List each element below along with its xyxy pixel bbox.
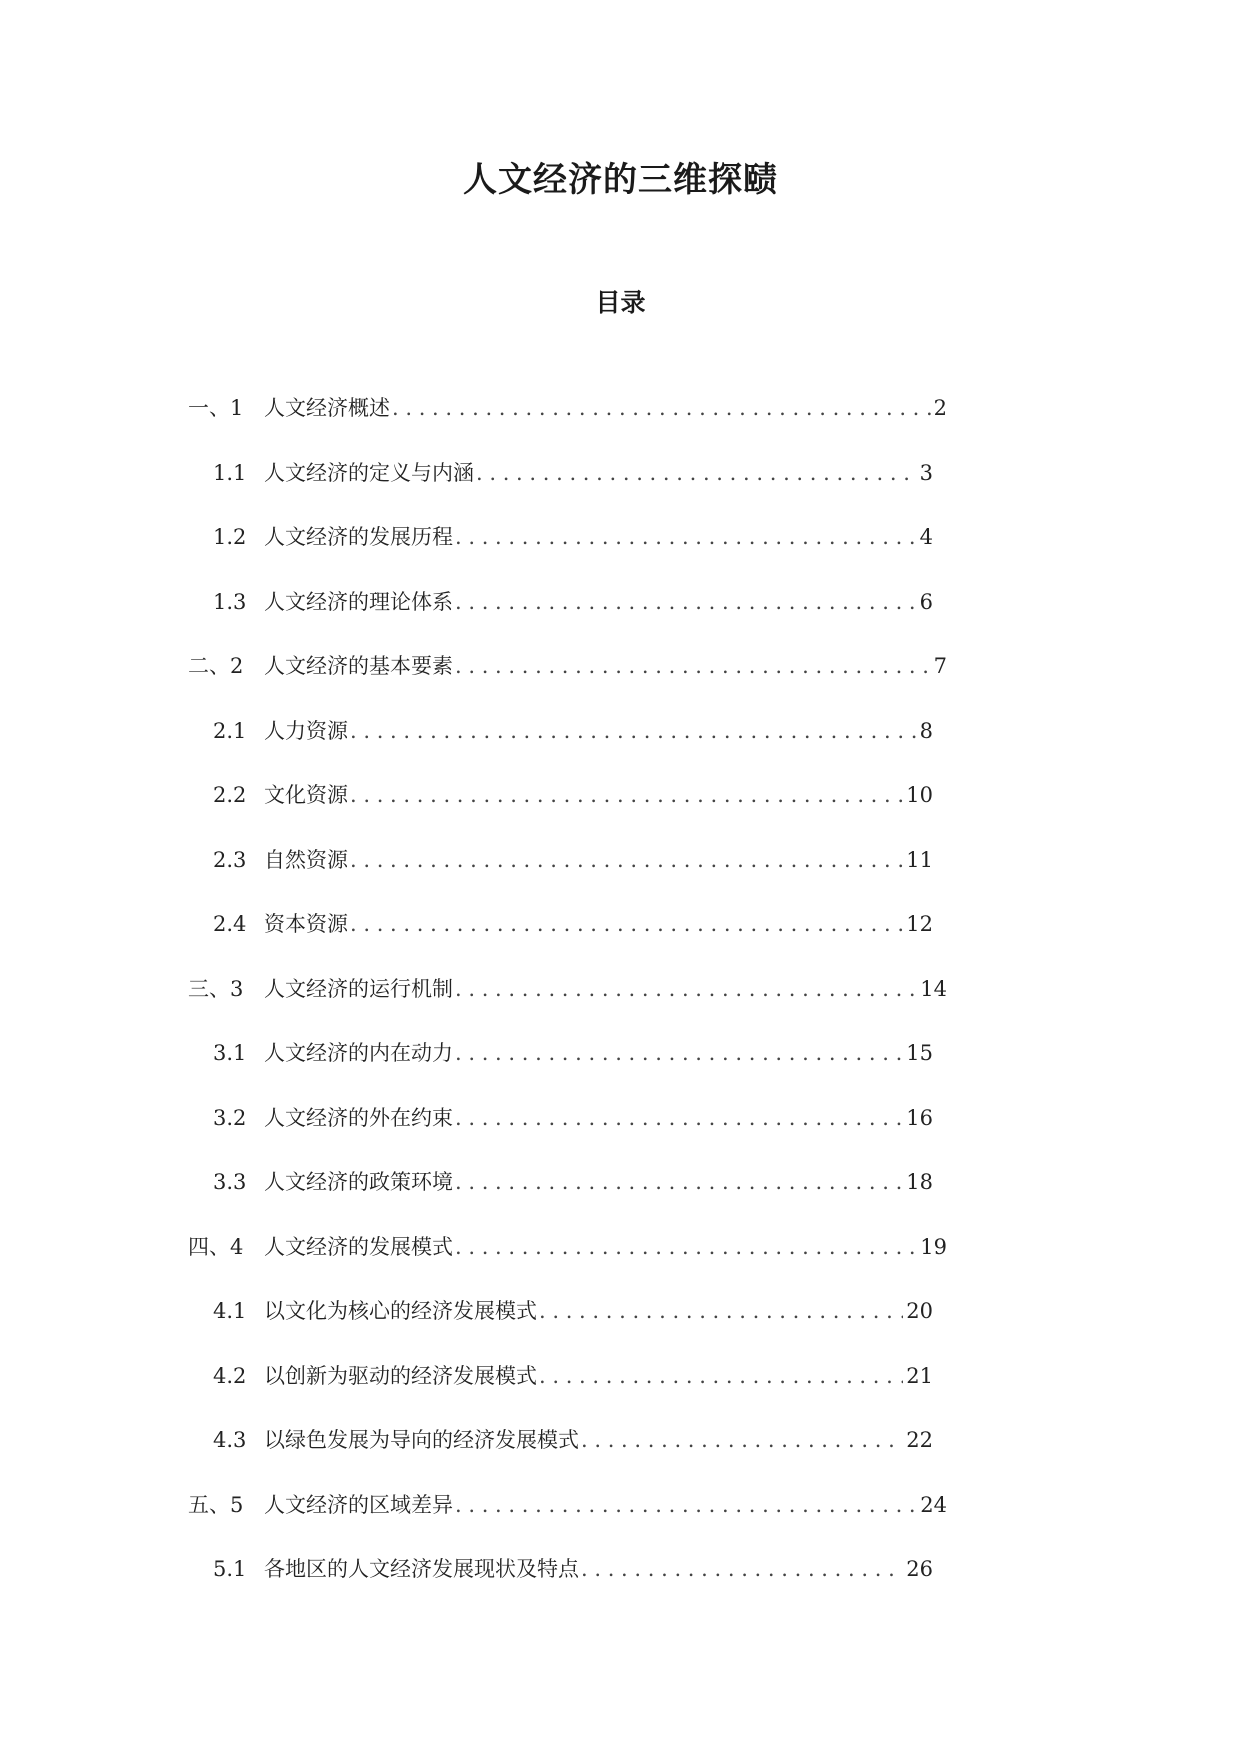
toc-entry-number: 2.1: [213, 719, 247, 743]
toc-entry-title: 人力资源: [264, 719, 348, 743]
dot-leader: [455, 974, 917, 1004]
dot-leader: [350, 909, 903, 939]
toc-entry-number: 3.1: [213, 1041, 247, 1065]
toc-entry-title: 以创新为驱动的经济发展模式: [264, 1364, 537, 1388]
toc-entry-number: 3.3: [213, 1170, 247, 1194]
dot-leader: [455, 587, 917, 617]
toc-entry-page: 20: [906, 1299, 933, 1323]
dot-leader: [539, 1296, 903, 1326]
toc-entry-page: 10: [906, 783, 933, 807]
toc-entry[interactable]: [188, 393, 947, 423]
toc-heading: 目录: [595, 288, 646, 317]
dot-leader: [455, 1103, 903, 1133]
toc-entry[interactable]: [213, 522, 933, 552]
toc-entry[interactable]: [188, 1490, 947, 1520]
toc-entry-page: 22: [906, 1428, 933, 1452]
toc-entry-title: 文化资源: [264, 783, 348, 807]
toc-entry-number: 5.1: [213, 1557, 247, 1581]
toc-entry-page: 15: [906, 1041, 933, 1065]
dot-leader: [350, 716, 917, 746]
toc-entry-number: 四、4: [188, 1235, 244, 1259]
toc-entry-number: 二、2: [188, 654, 244, 678]
toc-entry[interactable]: [213, 1554, 933, 1584]
toc-entry[interactable]: [213, 1038, 933, 1068]
toc-entry-page: 19: [920, 1235, 947, 1259]
dot-leader: [350, 780, 903, 810]
toc-entry-page: 7: [933, 654, 947, 678]
toc-entry-title: 人文经济的区域差异: [264, 1493, 453, 1517]
toc-entry-number: 4.1: [213, 1299, 247, 1323]
toc-entry-number: 3.2: [213, 1106, 247, 1130]
toc-entry-number: 一、1: [188, 396, 244, 420]
toc-entry-page: 8: [919, 719, 933, 743]
dot-leader: [455, 522, 917, 552]
toc-entry[interactable]: [213, 780, 933, 810]
toc-entry-page: 4: [919, 525, 933, 549]
toc-entry-page: 11: [906, 848, 933, 872]
toc-entry[interactable]: [213, 1425, 933, 1455]
toc-entry-title: 人文经济概述: [264, 396, 390, 420]
dot-leader: [455, 1038, 903, 1068]
toc-entry-title: 人文经济的外在约束: [264, 1106, 453, 1130]
toc-entry-number: 三、3: [188, 977, 244, 1001]
dot-leader: [350, 845, 903, 875]
toc-entry[interactable]: [213, 458, 933, 488]
toc-entry[interactable]: [188, 974, 947, 1004]
dot-leader: [539, 1361, 903, 1391]
dot-leader: [455, 1167, 903, 1197]
toc-entry-number: 2.3: [213, 848, 247, 872]
toc-entry-page: 24: [920, 1493, 947, 1517]
dot-leader: [455, 1490, 917, 1520]
toc-entry-title: 各地区的人文经济发展现状及特点: [264, 1557, 579, 1581]
toc-entry-page: 18: [906, 1170, 933, 1194]
toc-entry[interactable]: [188, 651, 947, 681]
dot-leader: [455, 651, 931, 681]
toc-entry-number: 1.1: [213, 461, 247, 485]
toc-entry[interactable]: [213, 1167, 933, 1197]
toc-entry-title: 自然资源: [264, 848, 348, 872]
toc-entry-title: 人文经济的定义与内涵: [264, 461, 474, 485]
toc-entry[interactable]: [213, 716, 933, 746]
dot-leader: [581, 1554, 903, 1584]
toc-entry-number: 1.3: [213, 590, 247, 614]
dot-leader: [476, 458, 917, 488]
toc-entry-number: 2.2: [213, 783, 247, 807]
toc-entry[interactable]: [213, 1361, 933, 1391]
toc-entry[interactable]: [213, 845, 933, 875]
toc-entry-title: 以绿色发展为导向的经济发展模式: [264, 1428, 579, 1452]
toc-entry[interactable]: [213, 1296, 933, 1326]
toc-entry-title: 人文经济的理论体系: [264, 590, 453, 614]
toc-entry-page: 3: [919, 461, 933, 485]
toc-entry-title: 人文经济的基本要素: [264, 654, 453, 678]
toc-entry-title: 以文化为核心的经济发展模式: [264, 1299, 537, 1323]
toc-entry-title: 资本资源: [264, 912, 348, 936]
toc-entry-number: 1.2: [213, 525, 247, 549]
toc-entry[interactable]: [213, 587, 933, 617]
toc-entry-page: 26: [906, 1557, 933, 1581]
toc-entry-title: 人文经济的发展模式: [264, 1235, 453, 1259]
toc-entry-page: 2: [933, 396, 947, 420]
toc-entry-number: 4.2: [213, 1364, 247, 1388]
dot-leader: [455, 1232, 917, 1262]
toc-entry-title: 人文经济的内在动力: [264, 1041, 453, 1065]
toc-entry[interactable]: [188, 1232, 947, 1262]
toc-entry-title: 人文经济的运行机制: [264, 977, 453, 1001]
dot-leader: [392, 393, 931, 423]
toc-entry[interactable]: [213, 1103, 933, 1133]
toc-entry-number: 4.3: [213, 1428, 247, 1452]
toc-entry-number: 2.4: [213, 912, 247, 936]
toc-entry-page: 12: [906, 912, 933, 936]
toc-entry-page: 14: [920, 977, 947, 1001]
toc-entry[interactable]: [213, 909, 933, 939]
toc-entry-number: 五、5: [188, 1493, 244, 1517]
document-title: 人文经济的三维探赜: [463, 160, 778, 200]
toc-entry-title: 人文经济的发展历程: [264, 525, 453, 549]
toc-entry-page: 16: [906, 1106, 933, 1130]
toc-entry-page: 21: [906, 1364, 933, 1388]
toc-entry-title: 人文经济的政策环境: [264, 1170, 453, 1194]
dot-leader: [581, 1425, 903, 1455]
toc-entry-page: 6: [919, 590, 933, 614]
